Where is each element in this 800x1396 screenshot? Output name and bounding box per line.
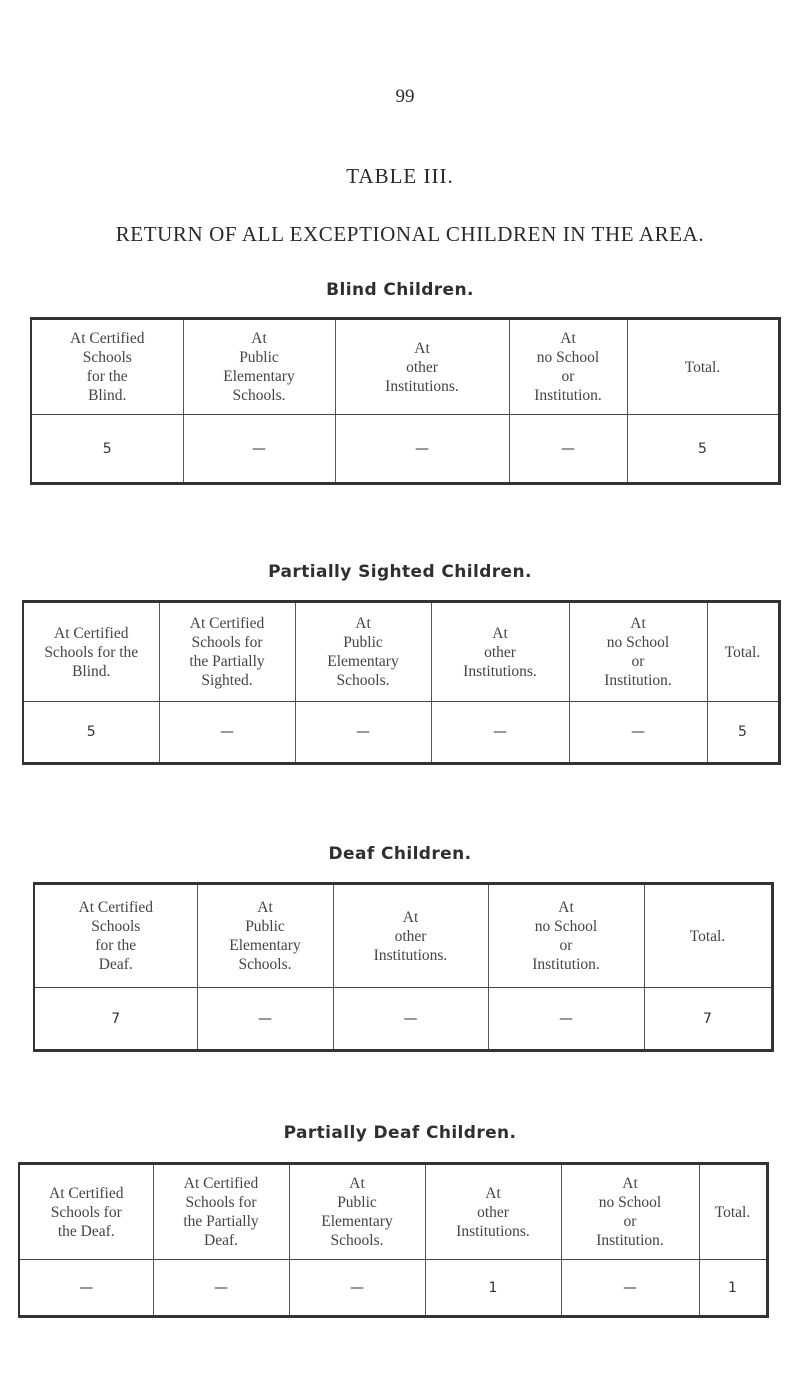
data-row	[31, 415, 779, 484]
cell-value: 5	[707, 702, 779, 764]
col-header: At other Institutions.	[431, 602, 569, 702]
col-header: At no School or Institution.	[569, 602, 707, 702]
section-title-blind: Blind Children.	[326, 280, 474, 300]
section-title-partially-deaf: Partially Deaf Children.	[283, 1123, 517, 1143]
col-header: At Public Elementary Schools.	[197, 884, 333, 988]
header-row	[19, 1164, 767, 1260]
table-title: TABLE III.	[346, 164, 454, 188]
cell-value: —	[569, 702, 707, 764]
col-header: Total.	[707, 602, 779, 702]
data-row	[23, 702, 779, 764]
col-header: At Certified Schools for the Deaf.	[19, 1164, 153, 1260]
table-partially-sighted	[22, 600, 781, 765]
cell-value: —	[431, 702, 569, 764]
col-header: At Certified Schools for the Deaf.	[34, 884, 197, 988]
cell-value: 7	[111, 1010, 121, 1027]
col-header: Total.	[644, 884, 772, 988]
cell-value: —	[488, 988, 644, 1051]
col-header: At Certified Schools for the Partially Sighted.	[159, 602, 295, 702]
cell-value: —	[333, 988, 488, 1051]
col-header: At no School or Institution.	[488, 884, 644, 988]
cell-value: —	[289, 1260, 425, 1317]
section-title-deaf: Deaf Children.	[328, 844, 472, 864]
table-partially-deaf	[18, 1162, 769, 1318]
main-heading: RETURN OF ALL EXCEPTIONAL CHILDREN IN THE AREA.	[115, 222, 705, 246]
cell-value: 5	[86, 724, 96, 740]
cell-value: 1	[425, 1260, 561, 1317]
col-header: At Public Elementary Schools.	[183, 319, 335, 415]
cell-value: —	[561, 1260, 699, 1317]
cell-value: —	[197, 988, 333, 1051]
header-row	[31, 319, 779, 415]
data-row	[19, 1260, 767, 1317]
cell-value: —	[159, 702, 295, 764]
cell-value: 7	[644, 988, 772, 1051]
cell-value: —	[183, 415, 335, 484]
col-header: At no School or Institution.	[509, 319, 627, 415]
col-header: Total.	[627, 319, 779, 415]
header-row	[34, 884, 772, 988]
section-title-partially-sighted: Partially Sighted Children.	[268, 562, 532, 582]
cell-value: —	[153, 1260, 289, 1317]
cell-value: 5	[102, 440, 112, 457]
table-blind	[30, 317, 781, 485]
cell-value: 5	[627, 415, 779, 484]
col-header: At other Institutions.	[425, 1164, 561, 1260]
col-header: At Certified Schools for the Partially Deaf.	[153, 1164, 289, 1260]
col-header: At Public Elementary Schools.	[295, 602, 431, 702]
col-header: At other Institutions.	[333, 884, 488, 988]
page-number: 99	[395, 86, 415, 107]
col-header: Total.	[699, 1164, 767, 1260]
data-row	[34, 988, 772, 1051]
table-deaf	[33, 882, 774, 1052]
col-header: At Certified Schools for the Blind.	[23, 602, 159, 702]
col-header: At Certified Schools for the Blind.	[31, 319, 183, 415]
cell-value: —	[335, 415, 509, 484]
cell-value: —	[79, 1279, 94, 1296]
cell-value: 1	[699, 1260, 767, 1317]
header-row	[23, 602, 779, 702]
cell-value: —	[509, 415, 627, 484]
col-header: At Public Elementary Schools.	[289, 1164, 425, 1260]
col-header: At other Institutions.	[335, 319, 509, 415]
col-header: At no School or Institution.	[561, 1164, 699, 1260]
cell-value: —	[295, 702, 431, 764]
